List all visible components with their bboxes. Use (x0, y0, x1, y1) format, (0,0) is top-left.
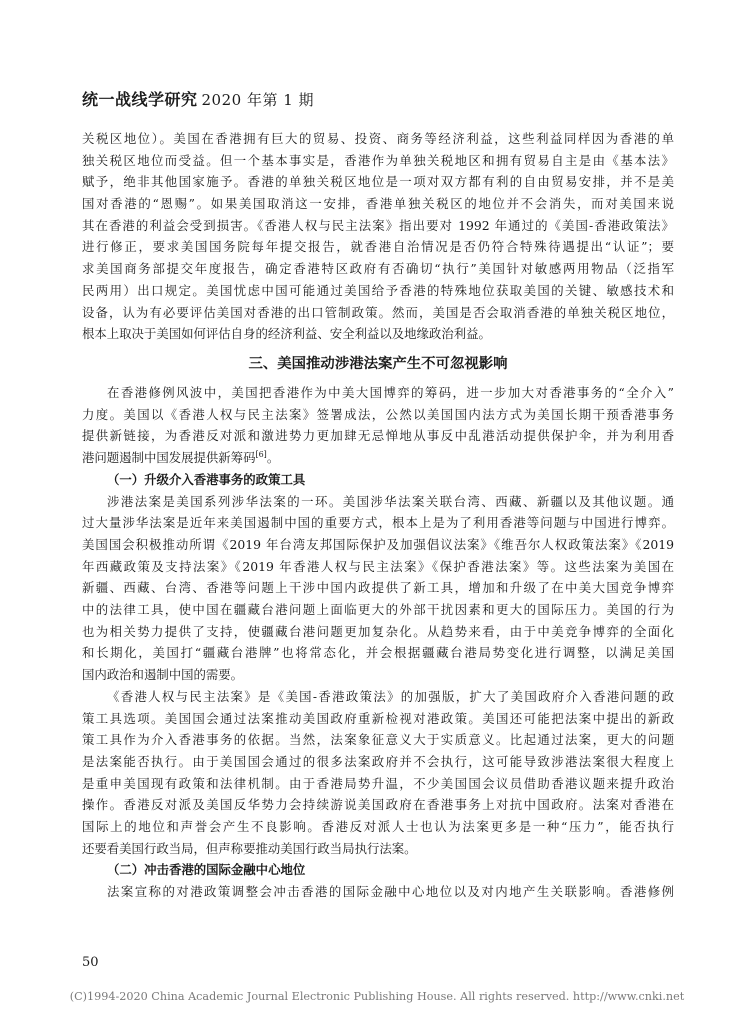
text-line: 求美国商务部提交年度报告，确定香港特区政府有否确切“执行”美国针对敏感两用物品（泛指军 (82, 261, 674, 277)
text-line-content: 港问题遏制中国发展提供新筹码 (82, 449, 256, 465)
text-line: 中的法律工具，使中国在疆藏台港问题上面临更大的外部干扰因素和更大的国际压力。美国的行为 (82, 602, 674, 618)
text-line (82, 447, 674, 469)
citation-ref: [6] (255, 449, 267, 459)
text-line: 和长期化，美国打“疆藏台港牌”也将常态化，并会根据疆藏台港局势变化进行调整，以满足美国 (82, 645, 674, 661)
paragraph (82, 491, 674, 686)
paragraph (82, 881, 674, 903)
text-line: 操作。香港反对派及美国反华势力会持续游说美国政府在香港事务上对抗中国政府。法案对香港在 (82, 797, 674, 813)
text-line: 独关税区地位而受益。但一个基本事实是，香港作为单独关税地区和拥有贸易自主是由《基本法》 (82, 152, 674, 168)
page-number: 50 (82, 955, 99, 970)
text-line: 提供新链接，为香港反对派和激进势力更加肆无忌惮地从事反中乱港活动提供保护伞，并为利用香 (82, 428, 674, 444)
text-line: 还要看美国行政当局，但声称要推动美国行政当局执行法案。 (82, 840, 417, 856)
journal-title: 统一战线学研究 (82, 90, 198, 109)
text-line: 年西藏政策及支持法案》《2019 年香港人权与民主法案》《保护香港法案》等。这些法案为美国在 (82, 558, 674, 574)
copyright-footer: (C)1994-2020 China Academic Journal Electronic Publishing House. All rights reserved. http://www.cnki.net (69, 990, 685, 1003)
text-line: 赋予，绝非其他国家施予。香港的单独关税区地位是一项对双方都有利的自由贸易安排，并不是美 (82, 174, 674, 190)
article-body (82, 128, 674, 903)
text-line: 是法案能否执行。由于美国国会通过的很多法案政府并不会执行，这可能导致涉港法案很大程度上 (82, 753, 674, 769)
text-line: 策工具选项。美国国会通过法案推动美国政府重新检视对港政策。美国还可能把法案中提出的新政 (82, 710, 674, 726)
text-line: 过大量涉华法案是近年来美国遏制中国的重要方式，根本上是为了利用香港等问题与中国进行博弈。 (82, 515, 674, 531)
text-line: 国际上的地位和声誉会产生不良影响。香港反对派人士也认为法案更多是一种“压力”，能否执行 (82, 818, 674, 834)
text-line: 进行修正，要求美国国务院每年提交报告，就香港自治情况是否仍符合特殊待遇提出“认证”；要 (82, 239, 674, 255)
text-line: 民两用）出口规定。美国忧虑中国可能通过美国给予香港的特殊地位获取美国的关键、敏感技术和 (82, 282, 674, 298)
text-line: 力度。美国以《香港人权与民主法案》签署成法，公然以美国国内法方式为美国长期干预香港事务 (82, 406, 674, 422)
text-line: 关税区地位）。美国在香港拥有巨大的贸易、投资、商务等经济利益，这些利益同样因为香港的单 (82, 131, 674, 146)
paragraph (82, 382, 674, 469)
paragraph (82, 128, 674, 345)
text-line: 国内政治和遏制中国的需要。 (82, 667, 244, 683)
text-line: 策工具作为介入香港事务的依据。当然，法案象征意义大于实质意义。比起通过法案，更大的问题 (82, 732, 674, 748)
running-head (82, 87, 682, 110)
subsection-heading: （二）冲击香港的国际金融中心地位 (107, 862, 306, 878)
text-line: 涉港法案是美国系列涉华法案的一环。美国涉华法案关联台湾、西藏、新疆以及其他议题。通 (107, 493, 674, 509)
text-line: 其在香港的利益会受到损害。《香港人权与民主法案》指出要对 1992 年通过的《美国-香港政策法》 (82, 217, 674, 233)
section-heading: 三、美国推动涉港法案产生不可忽视影响 (248, 355, 508, 372)
text-line: 《香港人权与民主法案》是《美国-香港政策法》的加强版，扩大了美国政府介入香港问题的政 (107, 688, 674, 704)
text-line: 也为相关势力提供了支持，使疆藏台港问题更加复杂化。从趋势来看，由于中美竞争博弈的全面化 (82, 623, 674, 639)
text-line: 在香港修例风波中，美国把香港作为中美大国博弈的筹码，进一步加大对香港事务的“全介入” (107, 384, 674, 400)
text-line: 根本上取决于美国如何评估自身的经济利益、安全利益以及地缘政治利益。 (82, 326, 491, 342)
issue-label: 2020 年第 1 期 (201, 91, 315, 109)
text-line: 美国国会积极推动所谓《2019 年台湾友邦国际保护及加强倡议法案》《维吾尔人权政策法案》《2019 (82, 537, 674, 552)
text-line: 法案宣称的对港政策调整会冲击香港的国际金融中心地位以及对内地产生关联影响。香港修例 (107, 884, 674, 900)
text-line-end: 。 (266, 449, 280, 465)
paragraph (82, 686, 674, 860)
text-line: 设备，认为有必要评估美国对香港的出口管制政策。然而，美国是否会取消香港的单独关税区地位， (82, 304, 674, 320)
text-line: 国对香港的“恩赐”。如果美国取消这一安排，香港单独关税区的地位并不会消失，而对美国来说 (82, 196, 674, 212)
text-line: 新疆、西藏、台湾、香港等问题上干涉中国内政提供了新工具，增加和升级了在中美大国竞争博弈 (82, 580, 674, 596)
subsection-heading: （一）升级介入香港事务的政策工具 (107, 471, 306, 487)
text-line: 是重申美国现有政策和法律机制。由于香港局势升温，不少美国国会议员借助香港议题来提升政治 (82, 775, 674, 791)
